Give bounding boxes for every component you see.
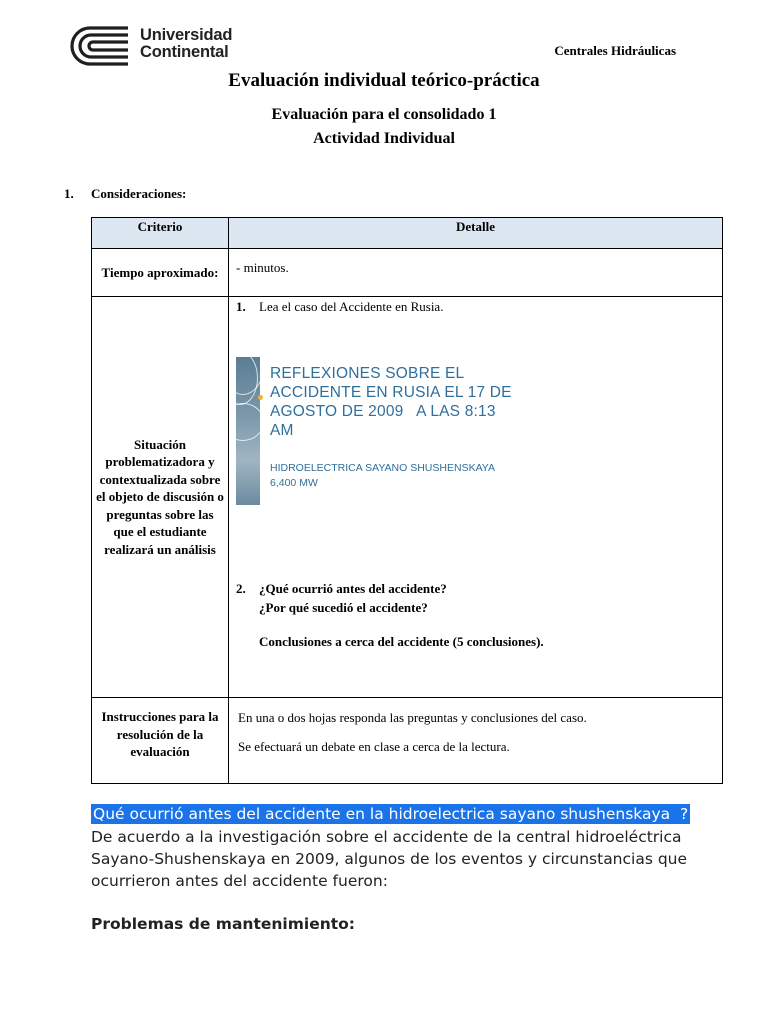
university-name: Universidad Continental xyxy=(140,26,233,61)
header-criterio: Criterio xyxy=(92,218,229,249)
header-detalle: Detalle xyxy=(229,218,723,249)
maintenance-heading: Problemas de mantenimiento: xyxy=(91,915,355,933)
list-item: 1. Lea el caso del Accidente en Rusia. xyxy=(236,299,444,314)
criterio-cell: Instrucciones para la resolución de la evaluación xyxy=(92,698,229,784)
table-row xyxy=(92,698,723,784)
detalle-cell: En una o dos hojas responda las preguntas y conclusiones del caso. Se efectuará un debate en clase a cerca de la lectura. xyxy=(229,698,723,784)
considerations-table xyxy=(91,217,723,784)
banner-subtitle: HIDROELECTRICA SAYANO SHUSHENSKAYA 6,400 MW xyxy=(270,462,496,489)
subtitle-consolidado: Evaluación para el consolidado 1 xyxy=(271,106,497,123)
detalle-cell: - minutos. xyxy=(229,249,723,297)
table-row xyxy=(92,249,723,297)
criterio-cell: Situación problematizadora y contextualizada sobre el objeto de discusión o preguntas sobre las que el estudiante realizará un análisis xyxy=(92,297,229,698)
accident-banner-image xyxy=(236,357,514,505)
list-item: 2. ¿Qué ocurrió antes del accidente? ¿Por qué sucedió el accidente? Conclusiones a cerca del accidente (5 conclusiones). xyxy=(236,581,544,649)
document-title: Evaluación individual teórico-práctica xyxy=(228,70,540,91)
bullet-dot xyxy=(258,395,263,400)
course-name: Centrales Hidráulicas xyxy=(554,43,676,58)
highlighted-question: Qué ocurrió antes del accidente en la hidroelectrica sayano shushenskaya ? xyxy=(93,805,689,823)
subtitle-actividad: Actividad Individual xyxy=(313,130,455,147)
section-heading: 1. Consideraciones: xyxy=(64,186,187,201)
table-row xyxy=(92,297,723,698)
criterio-cell: Tiempo aproximado: xyxy=(92,249,229,297)
answer-paragraph: De acuerdo a la investigación sobre el accidente de la central hidroeléctrica Sayano-Shushenskaya en 2009, algunos de los eventos y circunstancias que ocurrieron antes del accidente fueron: xyxy=(91,828,688,890)
table-header-row xyxy=(92,218,723,249)
detalle-cell xyxy=(229,297,723,698)
banner-title: REFLEXIONES SOBRE EL ACCIDENTE EN RUSIA EL 17 DE AGOSTO DE 2009 A LAS 8:13 AM xyxy=(270,365,512,439)
